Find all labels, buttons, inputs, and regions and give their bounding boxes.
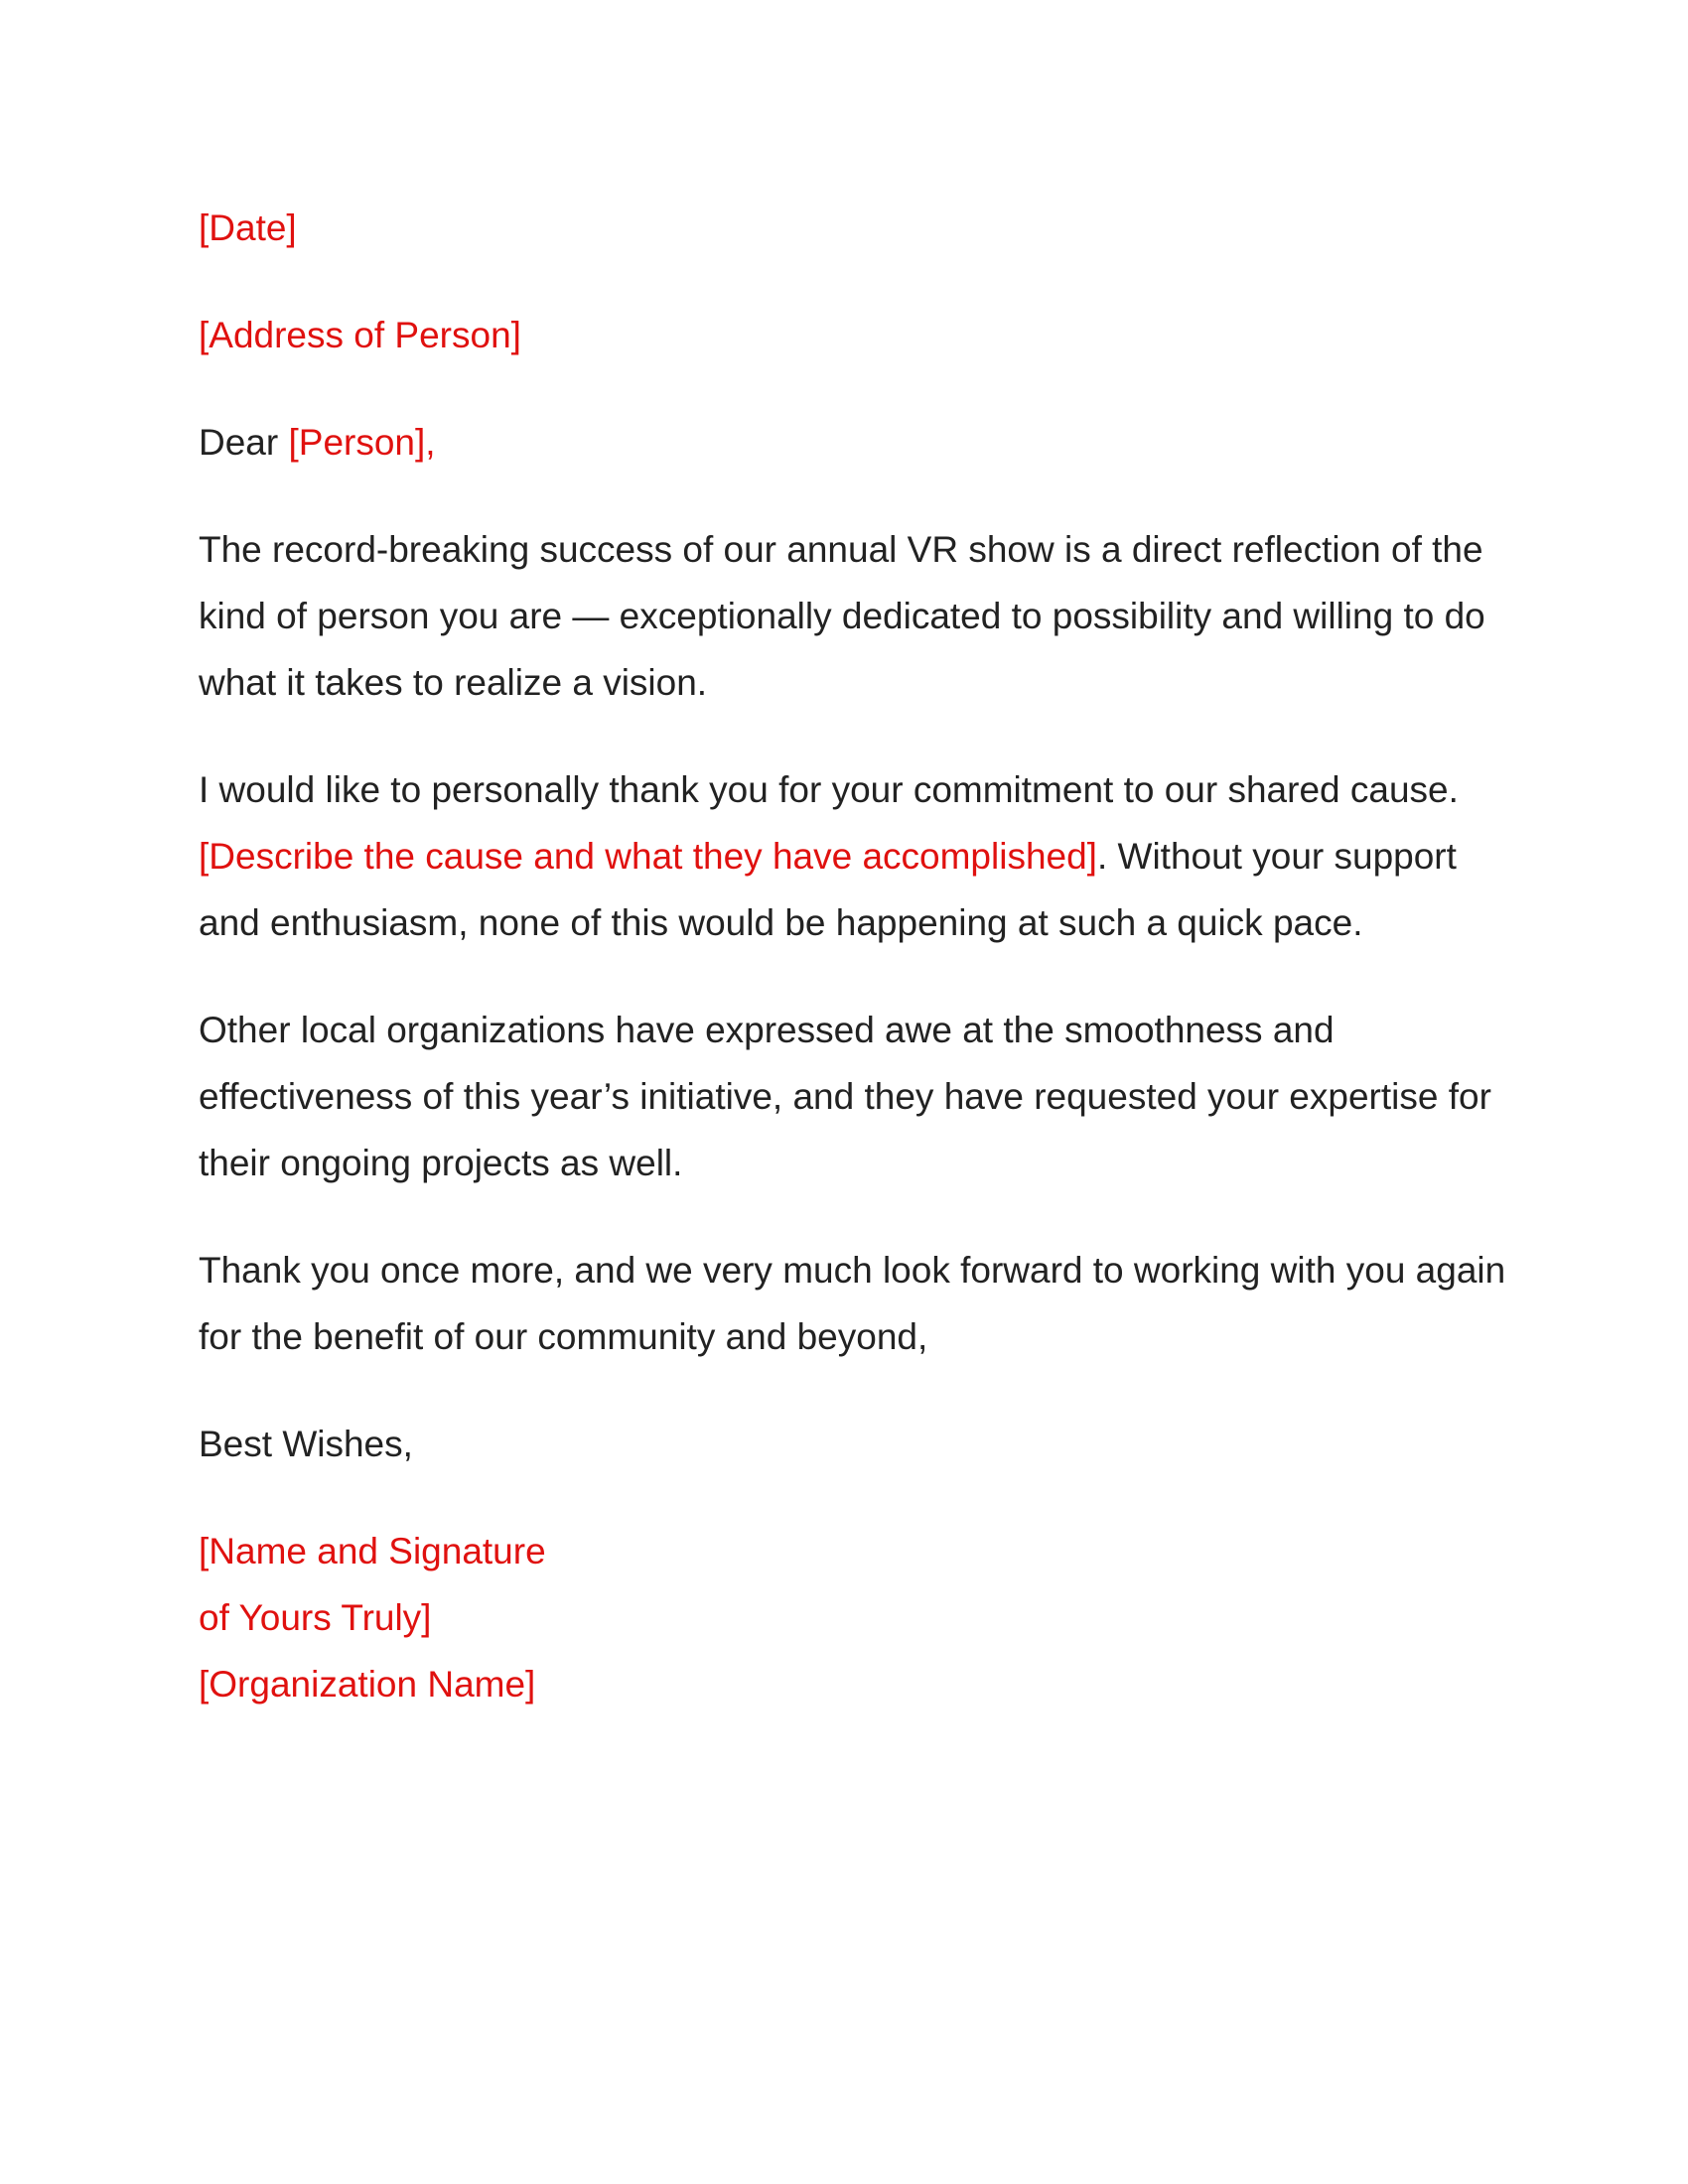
- paragraph-2-tail: . Without your support and enthusiasm, none of this would be happening at such a quick pace.: [199, 836, 1457, 943]
- salutation-greeting: Dear: [199, 422, 279, 463]
- paragraph-3: Other local organizations have expressed awe at the smoothness and effectiveness of this year’s initiative, and they have requested your expertise for their ongoing projects as well.: [199, 1010, 1491, 1183]
- paragraph-1: The record-breaking success of our annual VR show is a direct reflection of the kind of person you are — exceptionally dedicated to possibility and willing to do what it takes to realize a vision.: [199, 529, 1485, 703]
- paragraph-2-lead: I would like to personally thank you for your commitment to our shared cause.: [199, 769, 1459, 810]
- salutation: [199, 409, 1509, 476]
- recipient-placeholder: [Person],: [288, 422, 436, 463]
- date-placeholder: [Date]: [199, 207, 297, 248]
- letter-body: [199, 195, 1509, 1717]
- signature-placeholder-line-2: of Yours Truly]: [199, 1597, 432, 1638]
- cause-placeholder: [Describe the cause and what they have accomplished]: [199, 836, 1097, 877]
- paragraph-4: Thank you once more, and we very much look forward to working with you again for the benefit of our community and beyond,: [199, 1250, 1506, 1357]
- signature-placeholder-line-1: [Name and Signature: [199, 1531, 546, 1571]
- paragraph-2: [199, 756, 1509, 956]
- closing: Best Wishes,: [199, 1424, 413, 1464]
- organization-placeholder: [Organization Name]: [199, 1664, 536, 1705]
- address-placeholder: [Address of Person]: [199, 315, 521, 355]
